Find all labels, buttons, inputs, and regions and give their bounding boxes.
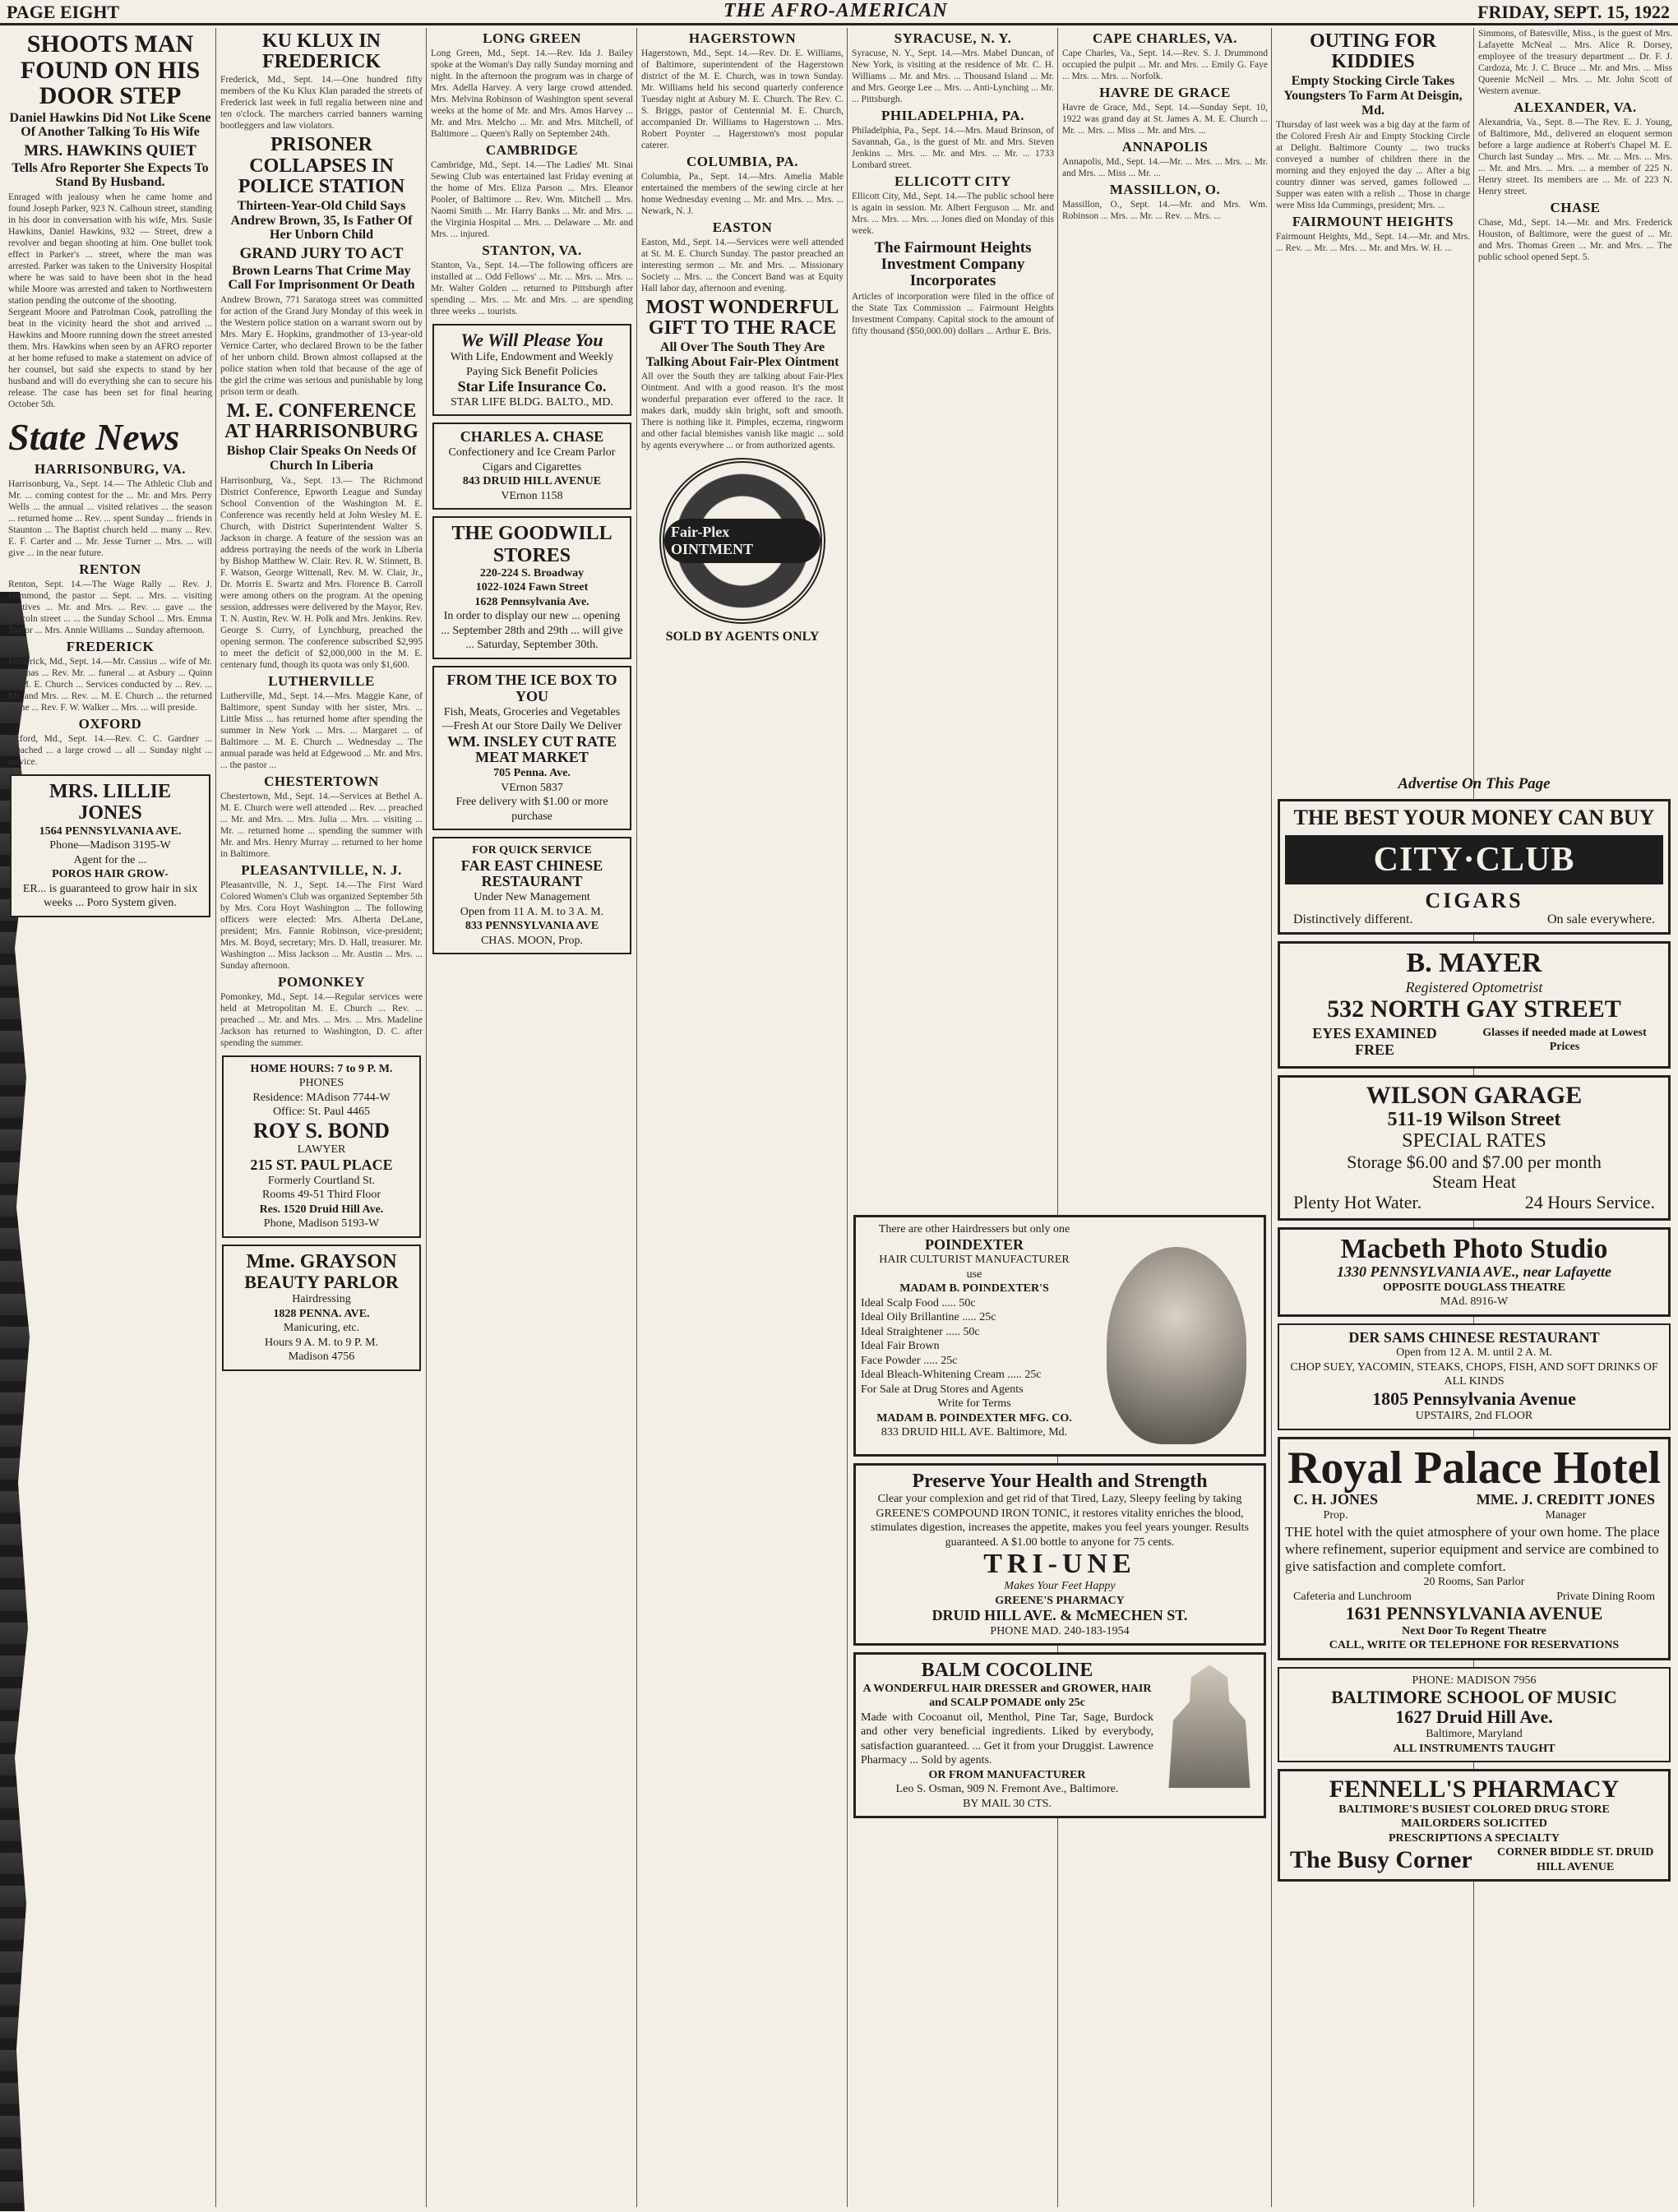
dateline: LONG GREEN <box>483 30 581 46</box>
balm-cocoline-ad <box>853 1652 1266 1818</box>
subheadline: Empty Stocking Circle Takes Youngsters To Farm At Deisgin, Md. <box>1283 74 1463 118</box>
article-text: Annapolis, Md., Sept. 14.—Mr. ... Mrs. ... Mrs. ... Mr. and Mrs. ... Miss ... Mr. ... <box>1062 156 1268 178</box>
ad-line: CHAS. MOON, Prop. <box>480 934 584 947</box>
ad-line: 24 Hours Service. <box>1524 1192 1655 1213</box>
ad-line: THE hotel with the quiet atmosphere of your own home. The place where refinement, superior equipment and service are combined to give satisfaction and complete comfort. <box>1285 1523 1660 1575</box>
headline: SHOOTS MAN FOUND ON HIS DOOR STEP <box>20 30 201 109</box>
ad-line: ER... is guaranteed to grow hair in six weeks ... Poro System given. <box>22 882 198 910</box>
ad-line: 511-19 Wilson Street <box>1387 1108 1561 1130</box>
dateline: HAGERSTOWN <box>688 30 797 46</box>
portrait-image <box>1094 1222 1259 1449</box>
ad-line: 1828 PENNA. AVE. <box>273 1307 370 1320</box>
ad-footer: SOLD BY AGENTS ONLY <box>665 630 820 644</box>
ad-line: 215 ST. PAUL PLACE <box>250 1156 393 1173</box>
ad-title: Preserve Your Health and Strength <box>912 1471 1208 1492</box>
dateline: FREDERICK <box>66 638 155 654</box>
ad-line: 1330 PENNSYLVANIA AVE., near Lafayette <box>1336 1263 1611 1280</box>
article-text: Massillon, O., Sept. 14.—Mr. and Mrs. Wm. Robinson ... Mrs. ... Mr. ... Rev. ... Mrs. ... <box>1062 199 1268 221</box>
optometrist-ad <box>1278 941 1671 1069</box>
ad-line: Write for Terms <box>937 1397 1011 1411</box>
ad-line: LAWYER <box>297 1143 346 1157</box>
ad-line: Registered Optometrist <box>1405 978 1543 995</box>
ad-line: Cafeteria and Lunchroom <box>1293 1590 1412 1603</box>
article-text: Easton, Md., Sept. 14.—Services were well attended at St. M. E. Church Sunday. The pastor preached an interesting sermon ... Mr. and Mrs. ... Missionary Society ... Mrs. ... the Concert Band was at Equity Hall labor day, afternoon and evening. <box>641 237 844 293</box>
ad-line: Next Door To Regent Theatre <box>1402 1624 1546 1637</box>
ad-line: CALL, WRITE OR TELEPHONE FOR RESERVATIONS <box>1329 1639 1620 1652</box>
ad-line: CORNER BIDDLE ST. DRUID HILL AVENUE <box>1497 1846 1654 1873</box>
ad-line: Prop. <box>1323 1509 1348 1522</box>
dateline: CAPE CHARLES, VA. <box>1092 30 1238 46</box>
ad-title: FAR EAST CHINESE RESTAURANT <box>460 857 603 890</box>
ad-block <box>1276 773 1672 1888</box>
ad-line: Open from 12 A. M. until 2 A. M. <box>1396 1346 1552 1360</box>
ad-line: The Busy Corner <box>1290 1846 1472 1874</box>
dateline: CHESTERTOWN <box>264 773 379 789</box>
ad-line: 20 Rooms, San Parlor <box>1423 1576 1525 1589</box>
article-text: Fairmount Heights, Md., Sept. 14.—Mr. and Mrs. ... Rev. ... Mr. ... Mrs. ... Mr. and Mrs. W. H. ... <box>1276 232 1470 254</box>
ad-line: On sale everywhere. <box>1546 912 1655 927</box>
headline: The Fairmount Heights Investment Company Incorporates <box>874 238 1032 289</box>
ad-line: Free delivery with $1.00 or more purchase <box>455 796 608 823</box>
subheadline: All Over The South They Are Talking About Fair-Plex Ointment <box>645 340 839 369</box>
ad-text <box>861 1660 1153 1811</box>
column-rule <box>1057 28 1058 2207</box>
column-rule <box>426 28 427 2207</box>
ad-line: CHOP SUEY, YACOMIN, STEAKS, CHOPS, FISH, AND SOFT DRINKS OF ALL KINDS <box>1290 1360 1658 1388</box>
ad-line: PRESCRIPTIONS A SPECIALTY <box>1389 1831 1560 1845</box>
headline: KU KLUX IN FREDERICK <box>261 30 381 73</box>
dateline: STANTON, VA. <box>482 242 582 258</box>
ad-line: Formerly Courtland St. <box>267 1174 376 1187</box>
ad-title: WM. INSLEY CUT RATE MEAT MARKET <box>447 732 617 766</box>
dateline: ELLICOTT CITY <box>894 173 1011 189</box>
ad-line: Rooms 49-51 Third Floor <box>261 1189 381 1202</box>
price-line: Ideal Scalp Food ..... 50c <box>861 1296 976 1309</box>
article-text: Pomonkey, Md., Sept. 14.—Regular services were held at Metropolitan M. E. Church ... Rev. ... preached ... Mr. and Mrs. ... Mrs. ... Mrs. Madeline Jackson has returned to Washington, D. C. after spending the summer. <box>220 991 423 1048</box>
ad-footer <box>1285 1845 1663 1874</box>
ad-line: Phone—Madison 3195-W <box>49 839 171 852</box>
ad-line: MAILORDERS SOLICITED <box>1401 1817 1547 1831</box>
price-line: Face Powder ..... 25c <box>861 1354 958 1367</box>
article-text: Havre de Grace, Md., Sept. 14.—Sunday Sept. 10, 1922 was grand day at St. James A. M. E. Church ... Mr. ... Mrs. ... Miss ... Mr. and Mrs. ... <box>1062 102 1268 136</box>
article-text: Frederick, Md., Sept. 14.—Mr. Cassius ... wife of Mr. Thomas ... Rev. Mr. ... funeral ... at Asbury ... Quinn A. M. E. Church ... Services conducted by ... Rev. ... Mr. and Mrs. ... Rev. ... M. E. Church ... the returned home ... Rev. F. W. Walker ... Mrs. ... will preside. <box>8 656 212 713</box>
ad-title: WILSON GARAGE <box>1366 1082 1583 1110</box>
ad-line: BY MAIL 30 CTS. <box>963 1797 1052 1810</box>
dateline: HARRISONBURG, VA. <box>34 461 187 478</box>
ad-line: MAd. 8916-W <box>1440 1295 1509 1309</box>
headline: PRISONER COLLAPSES IN POLICE STATION <box>238 134 405 197</box>
headline: MOST WONDERFUL GIFT TO THE RACE <box>645 296 839 339</box>
ad-line: In order to display our new ... opening ... September 28th and 29th ... will give ... Saturday, September 30th. <box>441 610 623 652</box>
column-rule <box>1271 28 1272 2207</box>
column-4 <box>641 28 844 2207</box>
dateline: SYRACUSE, N. Y. <box>894 30 1012 46</box>
ad-title: BEAUTY PARLOR <box>244 1271 399 1292</box>
column-3 <box>431 28 633 2207</box>
article-text: Sergeant Moore and Patrolman Cook, patrolling the beat in the vicinity heard the shot and arrived ... Hawkins and Moore running down the street arrested them. Mrs. Hawkins when seen by an AFRO reporter at her home refused to make a statement on advice of her counsel, but said she expects to stand by her husband and will do everything she can to secure his release. The case has been set for final hearing October 5th. <box>8 307 212 410</box>
article-text: Simmons, of Batesville, Miss., is the guest of Mrs. Lafayette McNeal ... Mrs. Alice R. Dorsey, employee of the treasury department ... Dr. F. J. Cardoza, Mr. J. C. Bruce ... Mr. and Mrs. ... Miss Queenie McNeil ... Mrs. ... Mr. John Scott of Western avenue. <box>1478 29 1672 97</box>
article-text: Harrisonburg, Va., Sept. 13.— The Richmond District Conference, Epworth League and Sunday School Convention of the Washington M. E. Conference was recently held at John Wesley M. E. Church, with District Superintendent Walter S. Jackson in charge. A feature of the session was an address portraying the needs of the work in Liberia by Bishop Matthew W. Clair. Rev. R. W. Stinnett, B. F. Watson, George Wittenall, Rev. M. W. Clair, Jr., Dr. Morris E. Swartz and Mrs. Florence B. Carroll were among others on the program. At the opening session, addresses were delivered by the Mayor, Rev. T. N. Austin, Rev. W. H. Polk and Mrs. Jenkins. Rev. George S. Curry, of Lynchburg, preached the opening sermon. The conference subscribed $2,995 to meet the deficit of $2,000,000 in the M. E. centenary fund, though its quota was only $1,600. <box>220 475 423 670</box>
article-text: Articles of incorporation were filed in the office of the State Tax Commission ... Fairmount Heights Investment Company. Capital stock to the amount of fifty thousand ($50,000.00) dollars ... Arthur E. Bris. <box>852 291 1054 336</box>
dateline: OXFORD <box>78 715 142 732</box>
owner-block <box>1293 1492 1378 1522</box>
article-text: Thursday of last week was a big day at the farm of the Colored Fresh Air and Empty Stocking Circle at Delight. Baltimore County ... two trucks conveyed a number of children there in the morning and they enjoyed the day ... After a big country dinner was served, games followed ... Supper was eaten with a relish ... Those in charge were Miss Ida Cummings, president; Mrs. ... <box>1276 120 1470 211</box>
article-text: Frederick, Md., Sept. 14.—One hundred fifty members of the Ku Klux Klan paraded the streets of Frederick last week in full regalia between nine and ten o'clock. The marchers carried banners warning bootleggers and law violators. <box>220 75 423 132</box>
ad-line: Clear your complexion and get rid of that Tired, Lazy, Sleepy feeling by taking GREENE'S COMPOUND IRON TONIC, it restores vitality enriches the blood, stimulates digestion, increases the appetite, makes you feel years younger. Results guaranteed. A $1.00 bottle to anyone for 75 cents. <box>871 1493 1249 1549</box>
ad-line: MADAM B. POINDEXTER'S <box>899 1282 1049 1295</box>
ad-line: 220-224 S. Broadway <box>479 566 585 580</box>
ad-line: Baltimore, Maryland <box>1426 1728 1523 1741</box>
ad-title: Royal Palace Hotel <box>1287 1442 1662 1494</box>
ad-footer <box>1285 1192 1663 1213</box>
ad-line: 1628 Pennsylvania Ave. <box>474 595 589 608</box>
column-rule <box>847 28 848 2207</box>
dateline: CHASE <box>1550 200 1601 216</box>
ad-line: Manager <box>1545 1509 1587 1522</box>
ad-title: B. MAYER <box>1406 948 1542 979</box>
article-text: Long Green, Md., Sept. 14.—Rev. Ida J. Bailey spoke at the Woman's Day rally Sunday morning and night. In the afternoon the program was in charge of Mrs. Adella Harvey. A very large crowd attended. Mrs. Melvina Robinson of Washington spent several weeks at the home of Mr. and Mrs. Amos Harvey ... Mr. and Mrs. Melcho ... Mr. and Mrs. Mitchell, of Baltimore ... Queen's Rally on September 24th. <box>431 48 633 139</box>
ad-line: A WONDERFUL HAIR DRESSER and GROWER, HAIR and SCALP POMADE only 25c <box>862 1682 1152 1710</box>
ad-text <box>861 1222 1088 1449</box>
ad-line: C. H. JONES <box>1293 1491 1379 1508</box>
ad-line: PHONE MAD. 240-183-1954 <box>990 1624 1130 1637</box>
city-club-cigars-ad <box>1278 799 1671 935</box>
article-text: Enraged with jealousy when he came home and found Joseph Parker, 923 N. Calhoun street, standing in his door in conversation with his wife, Mrs. Susie Hawkins, Daniel Hawkins, 932 — Street, drew a revolver and began shooting at him. One bullet took effect in Parker's ... street, where the man was arrested. Parker was taken to the University Hospital where he was said to have been shot in the head while Moore was arrested and taken to Northwestern station pending the outcome of the shooting. <box>8 192 212 306</box>
poindexter-ad <box>853 1215 1266 1457</box>
section-title: State News <box>8 416 180 459</box>
price-line: Ideal Straightener ..... 50c <box>861 1325 980 1338</box>
article-text: Pleasantville, N. J., Sept. 14.—The First Ward Colored Women's Club was organized September 5th by Mrs. Cora Hoyt Washington ... The following officers were elected: Mrs. Alberta DeLane, president; Mrs. Fannie Robinson, vice-president; Mrs. M. Boyd, secretary; Mrs. D. Hall, treasurer. Mr. Washington ... Miss Jackson ... Mr. Austin ... Mrs. ... Sunday afternoon. <box>220 880 423 971</box>
masthead <box>0 0 1678 25</box>
illustration <box>1160 1660 1259 1811</box>
ad-line: UPSTAIRS, 2nd FLOOR <box>1415 1410 1533 1423</box>
ad-line: BALTIMORE'S BUSIEST COLORED DRUG STORE <box>1338 1803 1610 1816</box>
ad-line: DRUID HILL AVE. & McMECHEN ST. <box>931 1607 1188 1624</box>
insurance-ad <box>432 324 631 416</box>
ad-line: PHONES <box>298 1077 344 1090</box>
ad-line: 1564 PENNSYLVANIA AVE. <box>39 824 182 838</box>
column-rule <box>636 28 637 2207</box>
music-school-ad <box>1278 1667 1671 1763</box>
ad-services <box>1285 1590 1663 1605</box>
ad-line: PHONE: MADISON 7956 <box>1412 1674 1537 1687</box>
subheadline: Tells Afro Reporter She Expects To Stand By Husband. <box>12 160 209 190</box>
ad-title: THE GOODWILL STORES <box>451 523 612 566</box>
tin-label: Fair-Plex OINTMENT <box>664 519 821 563</box>
lawyer-ad <box>222 1055 421 1238</box>
ad-line: POROS HAIR GROW- <box>52 868 169 881</box>
headline: OUTING FOR KIDDIES <box>1309 30 1436 73</box>
price-line: Ideal Fair Brown <box>861 1340 940 1353</box>
ad-line: Distinctively different. <box>1293 912 1413 927</box>
subheadline: Bishop Clair Speaks On Needs Of Church In Liberia <box>226 444 417 473</box>
column-2 <box>220 28 423 2207</box>
ad-line: With Life, Endowment and Weekly Paying Sick Benefit Policies <box>450 351 614 378</box>
ad-line: There are other Hairdressers but only one <box>878 1223 1070 1235</box>
woman-portrait <box>1107 1247 1246 1444</box>
ad-line: GREENE'S PHARMACY <box>995 1594 1125 1607</box>
ad-title: We Will Please You <box>460 329 603 350</box>
beauty-parlor-ad <box>222 1245 421 1371</box>
ad-line: Hours 9 A. M. to 9 P. M. <box>264 1336 379 1349</box>
article-text: Ellicott City, Md., Sept. 14.—The public school here is again in session. Mr. Albert Ferguson ... Mr. and Mrs. ... Mrs. ... Mrs. ... Jones died on Monday of this week. <box>852 191 1054 236</box>
ad-block <box>852 1208 1268 1825</box>
article-text: Cambridge, Md., Sept. 14.—The Ladies' Mt. Sinai Sewing Club was entertained last Friday evening at the home of Mrs. Eliza Parson ... Mrs. Eleanor Pooler, of Baltimore ... Rev. Wm. Mitchell ... Mrs. Naomi Smith ... Mr. Harry Banks ... Mr. and Mrs. ... the Virginia Hospital ... Mrs. ... Delaware ... Mr. and Mrs. ... injured. <box>431 159 633 239</box>
dateline: COLUMBIA, PA. <box>686 153 799 169</box>
ad-line: Hairdressing <box>292 1293 351 1306</box>
subheadline: Daniel Hawkins Did Not Like Scene Of Another Talking To His Wife <box>9 110 211 140</box>
column-rule <box>215 28 216 2207</box>
article-text: Chestertown, Md., Sept. 14.—Services at Bethel A. M. E. Church were well attended ... Rev. ... preached ... Mr. and Mrs. ... Mrs. Julia ... Mrs. ... visiting ... Mr. ... returned home ... spending the summer with Mr. and Mrs. Henry Murray ... returned to her home in Baltimore. <box>220 791 423 859</box>
ad-line: VErnon 1158 <box>501 489 563 502</box>
subheadline: Thirteen-Year-Old Child Says Andrew Brown, 35, Is Father Of Her Unborn Child <box>230 199 413 242</box>
ad-line: 705 Penna. Ave. <box>493 767 571 780</box>
ad-line: Open from 11 A. M. to 3 A. M. <box>460 905 604 918</box>
ad-line: HOME HOURS: 7 to 9 P. M. <box>250 1062 393 1075</box>
headline: GRAND JURY TO ACT <box>239 244 404 262</box>
dateline: FAIRMOUNT HEIGHTS <box>1292 214 1454 230</box>
ad-line: Phone, Madison 5193-W <box>263 1217 380 1231</box>
ad-line: Under New Management <box>474 891 590 904</box>
fennells-pharmacy-ad <box>1278 1769 1671 1882</box>
ad-line: 1627 Druid Hill Ave. <box>1395 1706 1553 1728</box>
ad-line: Leo S. Osman, 909 N. Fremont Ave., Baltimore. <box>895 1783 1119 1796</box>
ad-line: OPPOSITE DOUGLASS THEATRE <box>1383 1281 1565 1294</box>
ad-line: 843 DRUID HILL AVENUE <box>462 475 602 488</box>
ad-line: SPECIAL RATES <box>1402 1130 1546 1152</box>
ad-line: HAIR CULTURIST MANUFACTURER <box>879 1254 1070 1267</box>
ad-line: Manicuring, etc. <box>283 1322 360 1335</box>
ad-title: FENNELL'S PHARMACY <box>1329 1776 1620 1803</box>
ad-title: MRS. LILLIE JONES <box>49 780 172 824</box>
headline: MRS. HAWKINS QUIET <box>24 141 196 159</box>
brand-logo: CITY·CLUB <box>1285 835 1663 884</box>
advertise-banner: Advertise On This Page <box>1398 775 1551 792</box>
royal-palace-hotel-ad <box>1278 1437 1671 1660</box>
ad-title: Mme. GRAYSON <box>246 1250 397 1272</box>
ad-line: OR FROM MANUFACTURER <box>928 1768 1086 1781</box>
ad-line: EYES EXAMINED FREE <box>1312 1024 1437 1058</box>
article-text: Harrisonburg, Va., Sept. 14.— The Athletic Club and Mr. ... coming contest for the ... Mr. and Mrs. Perry Wells ... the annual ... visited relatives ... the season ... returned home ... Rev. ... spent Sunday ... friends in Staunton ... The Baptist church held ... many ... Rev. E. F. Carter and ... Mr. Jesse Turner ... Mrs. ... will give ... in the near future. <box>8 478 212 559</box>
ad-line: use <box>966 1268 982 1281</box>
paper-name: THE AFRO-AMERICAN <box>723 0 948 21</box>
ad-line: Plenty Hot Water. <box>1293 1192 1422 1213</box>
article-text: Syracuse, N. Y., Sept. 14.—Mrs. Mabel Duncan, of New York, is visiting at the residence of Mr. C. H. Williams ... Mr. and Mrs. ... Thousand Island ... Mr. and Mrs. George Lee ... Mrs. ... Anti-Lynching ... Mr. ... Pittsburgh. <box>852 48 1054 104</box>
ad-line: Makes Your Feet Happy <box>1004 1580 1116 1593</box>
restaurant-ad <box>432 837 631 954</box>
ad-line: STAR LIFE BLDG. BALTO., MD. <box>450 395 613 409</box>
ad-title: BALTIMORE SCHOOL OF MUSIC <box>1331 1687 1617 1708</box>
ad-footer <box>1285 912 1663 927</box>
ad-title: CIGARS <box>1425 888 1523 912</box>
ad-line: Private Dining Room <box>1556 1590 1655 1603</box>
article-text: Hagerstown, Md., Sept. 14.—Rev. Dr. E. Williams, of Baltimore, superintendent of the Hagerstown district of the M. E. Church, was in town Sunday. Mr. Williams held his second quarterly conference Tuesday night at Asbury M. E. Church. The Rev. C. S. Briggs, pastor of Centennial M. E. Church, accompanied Dr. Williams to Hagerstown ... Mrs. Robert Poynter ... Hagerstown's most popular caterer. <box>641 48 844 150</box>
article-text: All over the South they are talking about Fair-Plex Ointment. And with a good reason. It's the most wonderful preparation ever offered to the race. It makes dark, muddy skin bright, soft and smooth. There is nothing like it. Pimples, eczema, ringworm and other facial blemishes vanish like magic ... sold by agents everywhere ... or from authorized agents. <box>641 372 844 451</box>
ad-title: Macbeth Photo Studio <box>1340 1234 1608 1265</box>
dateline: CAMBRIDGE <box>485 141 579 158</box>
ad-line: 532 NORTH GAY STREET <box>1327 995 1621 1023</box>
article-text: Lutherville, Md., Sept. 14.—Mrs. Maggie Kane, of Baltimore, spent Sunday with her sister, Mrs. ... Little Miss ... has returned home after spending the summer in New York ... Mrs. ... Margaret ... of Baltimore ... M. E. Church ... Wednesday ... The annual parade was held at Edgewood ... Mr. and Mrs. ... the pastor ... <box>220 690 423 770</box>
ad-line: 833 PENNSYLVANIA AVE <box>465 920 599 933</box>
manager-block <box>1477 1492 1655 1522</box>
ad-line: VErnon 5837 <box>501 781 563 794</box>
ointment-tin-image <box>659 458 825 624</box>
ad-title: Star Life Insurance Co. <box>457 378 607 395</box>
subheadline: Brown Learns That Crime May Call For Imprisonment Or Death <box>228 263 415 293</box>
ad-line: Office: St. Paul 4465 <box>273 1106 370 1119</box>
article-text: Oxford, Md., Sept. 14.—Rev. C. C. Gardner ... preached ... a large crowd ... all ... Sunday night ... service. <box>8 733 212 767</box>
dateline: HAVRE DE GRACE <box>1099 84 1231 100</box>
ad-line: Cigars and Cigarettes <box>482 460 582 473</box>
ad-line: MME. J. CREDITT JONES <box>1476 1491 1655 1508</box>
article-text: Columbia, Pa., Sept. 14.—Mrs. Amelia Mable entertained the members of the sewing circle at her home Wednesday evening ... Mr. and Mrs. ... Mrs. ... Newark, N. J. <box>641 171 844 216</box>
dateline: PLEASANTVILLE, N. J. <box>241 861 402 878</box>
confectionery-ad <box>432 423 631 510</box>
ad-line: 833 DRUID HILL AVE. Baltimore, Md. <box>881 1426 1068 1439</box>
ad-line: Made with Cocoanut oil, Menthol, Pine Tar, Sage, Burdock and other very beneficial ingredients. Liked by everybody, satisfaction guaranteed. ... Get it from your Druggist. Lawrence Pharmacy ... Sold by agents. <box>861 1711 1153 1767</box>
ad-line: 1631 PENNSYLVANIA AVENUE <box>1345 1603 1603 1624</box>
ad-line: ALL INSTRUMENTS TAUGHT <box>1393 1742 1556 1755</box>
ad-title: FROM THE ICE BOX TO YOU <box>446 671 617 704</box>
dateline: EASTON <box>712 219 773 235</box>
dateline: MASSILLON, O. <box>1109 181 1221 197</box>
chinese-restaurant-ad <box>1278 1323 1671 1430</box>
wilson-garage-ad <box>1278 1075 1671 1221</box>
ad-line: Glasses if needed made at Lowest Prices <box>1482 1026 1647 1054</box>
ad-line: Confectionery and Ice Cream Parlor <box>448 446 616 459</box>
woman-illustration <box>1164 1665 1255 1788</box>
ad-title: THE BEST YOUR MONEY CAN BUY <box>1293 805 1655 829</box>
article-text: Stanton, Va., Sept. 14.—The following officers are installed at ... Odd Fellows' ... Mr. ... Mrs. ... Mrs. ... Mr. Walter Golden ... returned to Pittsburgh after spending ... Mrs. ... Mr. and Mrs. ... are spending three weeks ... tourists. <box>431 260 633 316</box>
ad-line: Steam Heat <box>1431 1171 1517 1192</box>
article-text: Philadelphia, Pa., Sept. 14.—Mrs. Maud Brinson, of Savannah, Ga., is the guest of Mr. and Mrs. Steven Jenkins ... Mrs. ... Mr. and Mrs. ... Mr. ... 1733 Lombard street. <box>852 125 1054 170</box>
column-1 <box>8 28 212 2207</box>
ad-line: 1022-1024 Fawn Street <box>475 581 589 594</box>
dateline: RENTON <box>79 561 141 578</box>
column-6 <box>1062 28 1268 2207</box>
issue-date: FRIDAY, SEPT. 15, 1922 <box>1477 2 1670 22</box>
article-text: Andrew Brown, 771 Saratoga street was committed for action of the Grand Jury Monday of this week in the Western police station on a warrant sworn out by Mrs. Mary E. Hopkins, grandmother of 13-year-old Vernice Carter, who declared Brown to be the father of her unborn child. Brown almost collapsed at the police station when told that because of the age of the girl the crime was serious and punishable by long prison term or death. <box>220 294 423 398</box>
price-line: Ideal Oily Brillantine ..... 25c <box>861 1311 996 1324</box>
ad-footer <box>1285 1023 1663 1062</box>
greenes-pharmacy-ad <box>853 1463 1266 1646</box>
article-text: Renton, Sept. 14.—The Wage Rally ... Rev. J. Hammond, the pastor ... Sept. ... Mrs. ... visiting relatives ... Mr. and Mrs. ... Rev. ... gave ... the Lincoln street ... ... the Sunday School ... Mrs. Emma Taylor ... Mrs. Annie Williams ... Sunday afternoon. <box>8 579 212 635</box>
advertisement <box>10 774 210 917</box>
ad-line: Madison 4756 <box>288 1351 355 1364</box>
column-5 <box>852 28 1054 2207</box>
ad-line: Agent for the ... <box>73 853 147 866</box>
page-number: PAGE EIGHT <box>7 2 120 22</box>
photo-studio-ad <box>1278 1227 1671 1316</box>
ad-line: For Sale at Drug Stores and Agents <box>861 1383 1024 1396</box>
ad-owners <box>1285 1492 1663 1522</box>
ad-title: TRI-UNE <box>983 1549 1136 1580</box>
ad-title: ROY S. BOND <box>253 1118 390 1143</box>
ad-line: MADAM B. POINDEXTER MFG. CO. <box>876 1411 1072 1425</box>
article-text: Cape Charles, Va., Sept. 14.—Rev. S. J. Drummond occupied the pulpit ... Mr. and Mrs. ... Emily G. Faye ... Mrs. ... Mrs. ... Norfolk. <box>1062 48 1268 81</box>
ad-line: 1805 Pennsylvania Avenue <box>1372 1388 1576 1409</box>
dateline: ANNAPOLIS <box>1121 138 1209 155</box>
ad-title: BALM COCOLINE <box>921 1660 1093 1682</box>
article-text: Alexandria, Va., Sept. 8.—The Rev. E. J. Young, of Baltimore, Md., delivered an eloquent sermon before a large audience at Robert's Chapel M. E. Church last Sunday ... Mrs. ... Mr. ... Mrs. ... Mrs. ... Mr. and Mrs. ... Mrs. ... a member of 225 N. Henry street. Its members are ... Mr. of 223 N. Henry street. <box>1478 117 1672 197</box>
ad-title: POINDEXTER <box>924 1235 1024 1253</box>
ad-line: Residence: MAdison 7744-W <box>252 1091 391 1104</box>
ad-line: FOR QUICK SERVICE <box>472 844 592 857</box>
price-line: Ideal Bleach-Whitening Cream ..... 25c <box>861 1369 1042 1382</box>
ad-title: CHARLES A. CHASE <box>460 428 604 446</box>
dateline: POMONKEY <box>278 973 365 990</box>
article-text: Chase, Md., Sept. 14.—Mr. and Mrs. Frederick Houston, of Baltimore, were the guest of ... Mr. and Mrs. Thomas Green ... Mr. and Mrs. ... The public school opened Sept. 5. <box>1478 217 1672 262</box>
meat-market-ad <box>432 666 631 830</box>
dateline: PHILADELPHIA, PA. <box>881 107 1024 123</box>
dateline: ALEXANDER, VA. <box>1514 99 1637 116</box>
ad-line: Storage $6.00 and $7.00 per month <box>1347 1151 1602 1172</box>
ad-title: DER SAMS CHINESE RESTAURANT <box>1348 1328 1600 1346</box>
goodwill-stores-ad <box>432 516 631 659</box>
headline: M. E. CONFERENCE AT HARRISONBURG <box>224 400 418 443</box>
ad-line: Res. 1520 Druid Hill Ave. <box>259 1203 384 1216</box>
ad-line: Fish, Meats, Groceries and Vegetables—Fresh At our Store Daily We Deliver <box>441 705 622 732</box>
dateline: LUTHERVILLE <box>268 672 375 689</box>
